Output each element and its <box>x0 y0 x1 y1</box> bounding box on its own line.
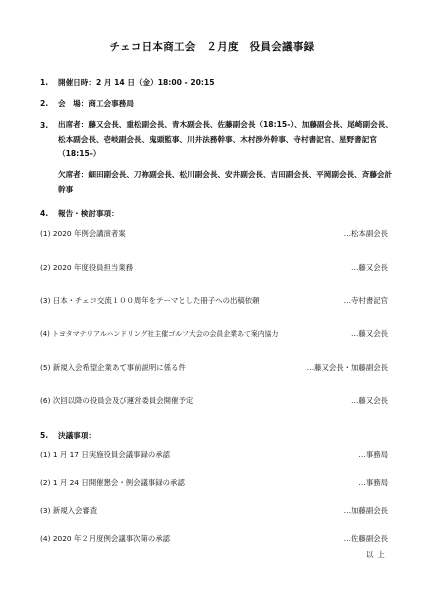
resolution-item <box>40 477 388 489</box>
report-item-text: (3) 日本・チェコ交流１００周年をテーマとした冊子への出稿依頼 <box>40 296 260 305</box>
report-item-person: …藤又会長 <box>351 396 388 405</box>
resolution-item <box>40 449 388 461</box>
resolution-item-person: …事務局 <box>358 450 388 459</box>
resolution-item <box>40 505 388 517</box>
report-item-text: (1) 2020 年例会講演者案 <box>40 229 126 238</box>
report-item-person: …藤又会長・加藤副会長 <box>306 363 388 372</box>
report-item-text: (2) 2020 年度役員担当業務 <box>40 263 134 272</box>
attendees-label: 出席者： <box>58 120 89 129</box>
absentees-list: 細田副会長、刀祢副会長、松川副会長、安井副会長、吉田副会長、平岡副会長、斉藤会計幹事 <box>58 170 393 194</box>
report-item <box>40 228 388 240</box>
document-title: チェコ日本商工会 ２月度 役員会議事録 <box>109 41 315 53</box>
resolution-item-person: …佐藤副会長 <box>343 534 388 543</box>
report-item-text: (6) 次回以降の役員会及び運営委員会開催予定 <box>40 396 194 405</box>
resolutions-heading-text: 決議事項： <box>58 431 96 440</box>
resolution-item-text: (3) 新規入会審査 <box>40 506 98 515</box>
closing-mark: 以上 <box>366 550 389 559</box>
report-item <box>40 328 388 340</box>
report-item-text: (5) 新規入会希望企業あて事前説明に係る件 <box>40 363 186 372</box>
resolution-item-text: (1) 1 月 17 日実施役員会議事録の承認 <box>40 450 171 459</box>
resolution-item-person: …加藤副会長 <box>343 506 388 515</box>
section-number: 1. <box>40 78 49 87</box>
resolution-item-person: …事務局 <box>358 478 388 487</box>
report-item-person: …寺村書記官 <box>343 296 388 305</box>
report-item-person: …藤又会長 <box>351 263 388 272</box>
section-number: 4. <box>40 209 49 218</box>
report-item <box>40 395 388 407</box>
reports-heading-text: 報告・検討事項： <box>58 209 119 218</box>
report-item-person: …藤又会長 <box>351 329 388 338</box>
attendees-number: 3. <box>40 121 49 130</box>
reports-heading <box>40 208 119 219</box>
meeting-datetime-text: 開催日時：2 月 14 日（金）18:00 - 20:15 <box>58 78 215 87</box>
meeting-venue <box>40 98 134 109</box>
absentees-block <box>58 168 393 197</box>
report-item <box>40 362 388 374</box>
meeting-datetime <box>40 77 215 88</box>
report-item <box>40 295 388 307</box>
section-number: 5. <box>40 431 49 440</box>
report-item <box>40 262 388 274</box>
attendees-block <box>58 118 393 162</box>
resolutions-heading <box>40 430 96 441</box>
report-item-person: …松本副会長 <box>343 229 388 238</box>
section-number: 2. <box>40 99 49 108</box>
report-item-text: (4) トヨタマテリアルハンドリング社主催ゴルフ大会の会員企業あて案内協力 <box>40 330 279 338</box>
attendees-list: 藤又会長、重松副会長、青木副会長、佐藤副会長（18:15-）、加藤副会長、尾崎副会長、松本副会長、壱岐副会長、鬼頭監事、川井法務幹事、木村渉外幹事、寺村書記官、星野書記官（18:15-） <box>58 120 393 158</box>
resolution-item <box>40 533 388 545</box>
absentees-label: 欠席者： <box>58 170 89 179</box>
resolution-item-text: (2) 1 月 24 日開催懇会・例会議事録の承認 <box>40 478 185 487</box>
meeting-venue-text: 会 場：商工会事務局 <box>58 99 134 108</box>
resolution-item-text: (4) 2020 年２月度例会議事次第の承認 <box>40 534 171 543</box>
